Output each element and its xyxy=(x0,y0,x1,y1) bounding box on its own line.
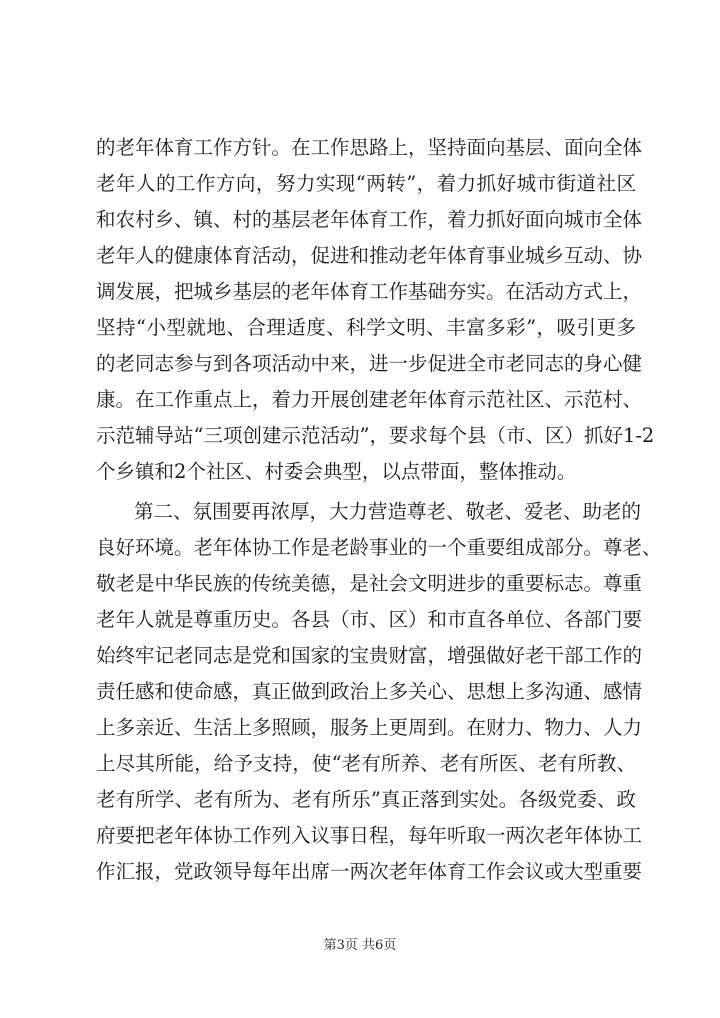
paragraph-first-line: 第二、氛围要再浓厚，大力营造尊老、敬老、爱老、助老的 xyxy=(134,500,642,523)
text-line: 府要把老年体协工作列入议事日程，每年听取一两次老年体协工 xyxy=(96,824,643,847)
text-line: 的老同志参与到各项活动中来，进一步促进全市老同志的身心健 xyxy=(96,352,643,375)
text-line: 责任感和使命感，真正做到政治上多关心、思想上多沟通、感情 xyxy=(96,680,643,703)
text-line: 始终牢记老同志是党和国家的宝贵财富，增强做好老干部工作的 xyxy=(96,644,643,667)
text-line: 坚持“小型就地、合理适度、科学文明、丰富多彩”，吸引更多 xyxy=(96,316,636,339)
text-line: 上多亲近、生活上多照顾，服务上更周到。在财力、物力、人力 xyxy=(96,716,643,739)
text-line: 作汇报，党政领导每年出席一两次老年体育工作会议或大型重要 xyxy=(96,860,643,883)
text-line: 良好环境。老年体协工作是老龄事业的一个重要组成部分。尊老、 xyxy=(96,536,662,559)
text-line: 示范辅导站“三项创建示范活动”，要求每个县（市、区）抓好1-2 xyxy=(96,424,655,447)
text-line: 老年人就是尊重历史。各县（市、区）和市直各单位、各部门要 xyxy=(96,608,643,631)
text-line: 康。在工作重点上，着力开展创建老年体育示范社区、示范村、 xyxy=(96,388,643,411)
text-line: 老年人的健康体育活动，促进和推动老年体育事业城乡互动、协 xyxy=(96,244,643,267)
text-line: 的老年体育工作方针。在工作思路上，坚持面向基层、面向全体 xyxy=(96,136,643,159)
text-line: 个乡镇和2个社区、村委会典型，以点带面，整体推动。 xyxy=(96,460,577,483)
text-line: 老年人的工作方向，努力实现“两转”，着力抓好城市街道社区 xyxy=(96,172,636,195)
text-line: 上尽其所能，给予支持，使“老有所养、老有所医、老有所教、 xyxy=(96,752,636,775)
page-number-footer: 第3页 共6页 xyxy=(323,938,397,953)
text-line: 调发展，把城乡基层的老年体育工作基础夯实。在活动方式上， xyxy=(96,280,643,303)
text-line: 敬老是中华民族的传统美德，是社会文明进步的重要标志。尊重 xyxy=(96,572,643,595)
text-line: 和农村乡、镇、村的基层老年体育工作，着力抓好面向城市全体 xyxy=(96,208,643,231)
text-line: 老有所学、老有所为、老有所乐”真正落到实处。各级党委、政 xyxy=(96,788,636,811)
